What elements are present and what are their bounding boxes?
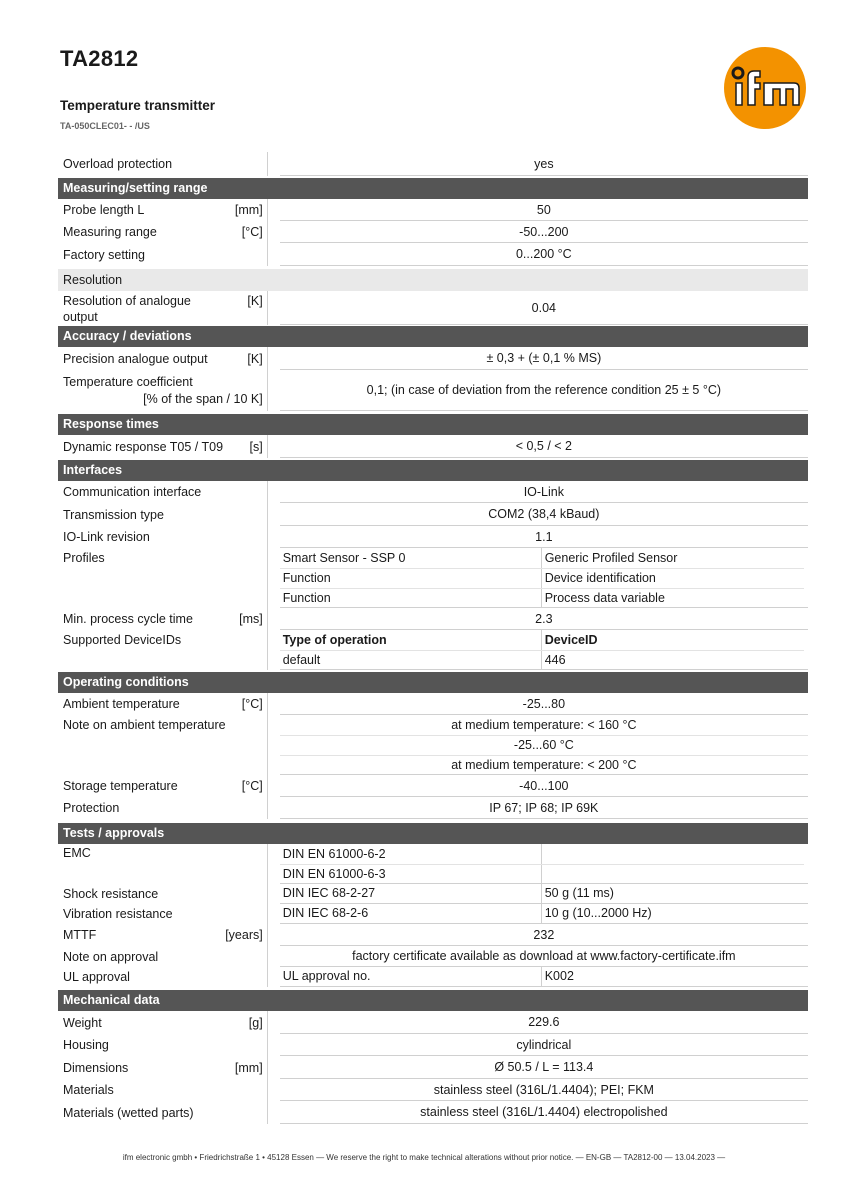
devid-header-id: DeviceID (544, 633, 598, 647)
value-precision: ± 0,3 + (± 0,1 % MS) (280, 347, 808, 370)
row-vibration (58, 904, 808, 924)
vibration-value: 10 g (10...2000 Hz) (544, 906, 652, 920)
page-title: TA2812 (60, 46, 139, 71)
profile-row (280, 569, 804, 589)
row-dimensions (58, 1056, 808, 1079)
page-footer: ifm electronic gmbh • Friedrichstraße 1 • 45128 Essen — We reserve the right to make technical alterations without prior notice. — EN-GB — TA2812-00 — 13.04.2023 — (122, 1153, 726, 1162)
label-note-approval: Note on approval (63, 949, 159, 964)
value-probe: 50 (280, 199, 808, 221)
emc-standard: DIN EN 61000-6-2 (280, 844, 542, 864)
profile-cell: Process data variable (544, 591, 665, 605)
row-storage (58, 775, 808, 797)
row-mttf (58, 924, 808, 946)
profile-cell: Smart Sensor - SSP 0 (280, 548, 542, 568)
row-factory (58, 243, 808, 266)
label-precision: Precision analogue output (63, 351, 208, 366)
value-storage: -40...100 (280, 775, 808, 797)
row-range (58, 221, 808, 243)
row-tempcoef (58, 370, 808, 411)
row-precision (58, 347, 808, 370)
profile-row (280, 589, 804, 608)
ul-value: K002 (544, 969, 574, 983)
row-ambient (58, 693, 808, 715)
label-comm: Communication interface (63, 485, 202, 499)
product-subtitle: Temperature transmitter (60, 98, 216, 113)
profile-row (280, 548, 804, 569)
value-cycle: 2.3 (280, 608, 808, 630)
label-note-ambient: Note on ambient temperature (63, 718, 226, 732)
value-range: -50...200 (280, 221, 808, 243)
label-devids: Supported DeviceIDs (63, 633, 182, 647)
label-tempcoef: Temperature coefficient (63, 374, 193, 389)
article-code: TA-050CLEC01- - /US (60, 121, 150, 131)
label-wetted: Materials (wetted parts) (63, 1105, 194, 1120)
devid-header-row (280, 630, 804, 651)
value-dynamic: < 0,5 / < 2 (280, 435, 808, 458)
section-measuring: Measuring/setting range (58, 178, 808, 199)
row-emc (58, 844, 808, 884)
row-iolink (58, 526, 808, 548)
label-ul: UL approval (63, 970, 130, 984)
devid-type: default (280, 651, 542, 670)
label-weight: Weight (63, 1015, 102, 1030)
row-devids (58, 630, 808, 670)
value-overload: yes (280, 152, 808, 176)
devid-row (280, 651, 804, 670)
row-trans (58, 503, 808, 526)
devid-header-type: Type of operation (280, 630, 542, 650)
shock-standard: DIN IEC 68-2-27 (280, 884, 542, 903)
row-overload (58, 152, 808, 176)
profile-cell: Generic Profiled Sensor (544, 551, 678, 565)
value-materials: stainless steel (316L/1.4404); PEI; FKM (280, 1079, 808, 1101)
value-protection: IP 67; IP 68; IP 69K (280, 797, 808, 819)
unit-dimensions: [mm] (234, 1060, 263, 1075)
label-overload: Overload protection (63, 157, 173, 171)
label-ambient: Ambient temperature (63, 697, 180, 711)
unit-cycle: [ms] (239, 612, 263, 626)
row-probe (58, 199, 808, 221)
label-vibration: Vibration resistance (63, 907, 173, 921)
value-wetted: stainless steel (316L/1.4404) electropolished (280, 1101, 808, 1124)
value-weight: 229.6 (280, 1011, 808, 1034)
label-probe: Probe length L (63, 203, 145, 217)
row-wetted (58, 1101, 808, 1124)
shock-value: 50 g (11 ms) (544, 886, 614, 900)
label-resolution: Resolution of analogue output (63, 294, 191, 324)
section-mechanical: Mechanical data (58, 990, 808, 1011)
profile-cell: Function (280, 589, 542, 608)
unit-resolution: [K] (247, 294, 263, 308)
row-ul (58, 967, 808, 987)
label-storage: Storage temperature (63, 779, 178, 793)
unit-tempcoef: [% of the span / 10 K] (143, 391, 263, 406)
label-emc: EMC (63, 846, 91, 860)
spec-sheet (58, 152, 808, 1124)
value-dimensions: Ø 50.5 / L = 113.4 (280, 1056, 808, 1079)
label-mttf: MTTF (63, 928, 97, 942)
row-shock (58, 884, 808, 904)
value-comm: IO-Link (280, 481, 808, 503)
row-comm (58, 481, 808, 503)
label-housing: Housing (63, 1038, 109, 1052)
note-line: at medium temperature: < 160 °C (280, 715, 808, 736)
section-operating: Operating conditions (58, 672, 808, 693)
row-materials (58, 1079, 808, 1101)
label-range: Measuring range (63, 225, 157, 239)
unit-weight: [g] (248, 1015, 263, 1030)
unit-ambient: [°C] (241, 697, 263, 711)
ul-label: UL approval no. (280, 967, 542, 986)
label-iolink: IO-Link revision (63, 530, 150, 544)
row-resolution (58, 291, 808, 325)
label-dimensions: Dimensions (63, 1060, 129, 1075)
label-dynamic: Dynamic response T05 / T09 (63, 439, 224, 454)
row-note-approval (58, 946, 808, 967)
unit-precision: [K] (247, 351, 263, 366)
label-shock: Shock resistance (63, 887, 159, 901)
subsection-resolution: Resolution (58, 269, 808, 291)
label-materials: Materials (63, 1083, 114, 1097)
emc-row (280, 844, 804, 865)
unit-dynamic: [s] (249, 439, 263, 454)
unit-probe: [mm] (234, 203, 263, 217)
value-factory: 0...200 °C (280, 243, 808, 266)
emc-standard: DIN EN 61000-6-3 (280, 865, 542, 884)
value-ambient: -25...80 (280, 693, 808, 715)
label-cycle: Min. process cycle time (63, 612, 193, 626)
row-note-ambient (58, 715, 808, 775)
value-resolution: 0.04 (280, 291, 808, 325)
value-trans: COM2 (38,4 kBaud) (280, 503, 808, 526)
label-factory: Factory setting (63, 247, 145, 262)
row-protection (58, 797, 808, 819)
emc-row (280, 865, 804, 884)
value-note-approval: factory certificate available as download at www.factory-certificate.ifm (280, 946, 808, 967)
unit-mttf: [years] (225, 928, 263, 942)
devid-value: 446 (544, 653, 566, 667)
unit-range: [°C] (241, 225, 263, 239)
label-trans: Transmission type (63, 507, 164, 522)
label-profiles: Profiles (63, 551, 105, 565)
row-cycle (58, 608, 808, 630)
row-dynamic (58, 435, 808, 458)
profile-cell: Device identification (544, 571, 656, 585)
value-iolink: 1.1 (280, 526, 808, 548)
row-profiles (58, 548, 808, 608)
section-interfaces: Interfaces (58, 460, 808, 481)
value-tempcoef: 0,1; (in case of deviation from the reference condition 25 ± 5 °C) (280, 370, 808, 411)
value-housing: cylindrical (280, 1034, 808, 1056)
label-protection: Protection (63, 801, 120, 815)
value-mttf: 232 (280, 924, 808, 946)
profile-cell: Function (280, 569, 542, 588)
section-response: Response times (58, 414, 808, 435)
note-line: -25...60 °C (280, 736, 808, 756)
unit-storage: [°C] (241, 779, 263, 793)
note-line: at medium temperature: < 200 °C (451, 758, 637, 772)
row-housing (58, 1034, 808, 1056)
vibration-standard: DIN IEC 68-2-6 (280, 904, 542, 923)
section-accuracy: Accuracy / deviations (58, 326, 808, 347)
section-tests: Tests / approvals (58, 823, 808, 844)
row-weight (58, 1011, 808, 1034)
ifm-logo (724, 47, 806, 129)
